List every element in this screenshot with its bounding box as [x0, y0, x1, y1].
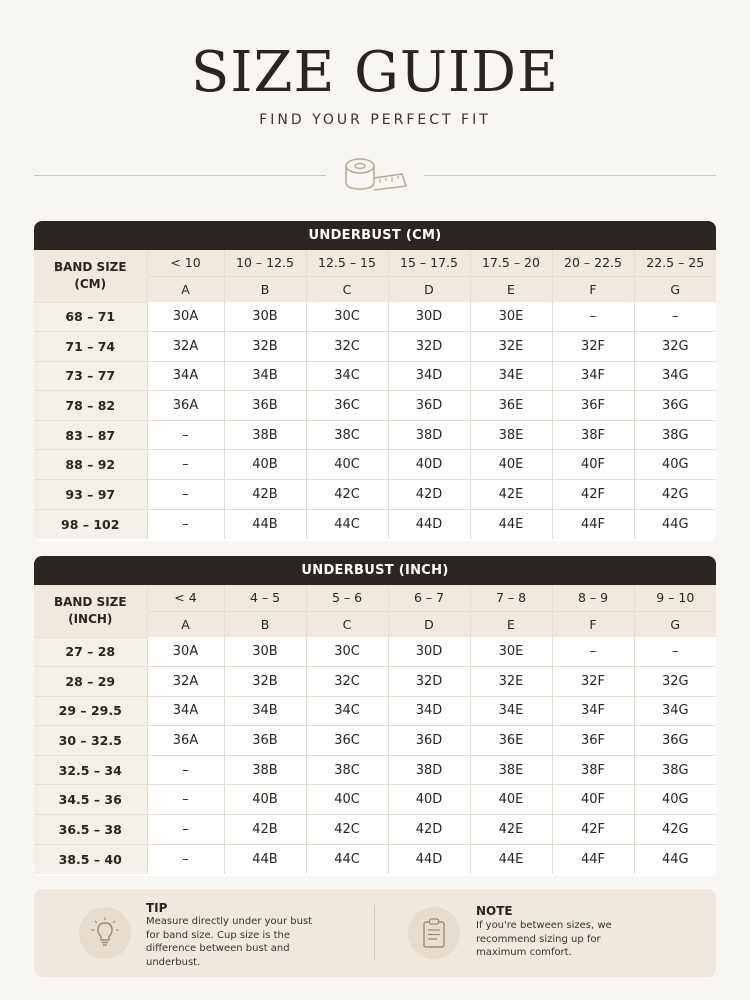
cup-cell: C — [306, 276, 388, 302]
band-size-cell: 29 – 29.5 — [34, 696, 147, 726]
lightbulb-icon — [79, 907, 131, 959]
size-cell: 44F — [552, 509, 634, 539]
size-cell: 40F — [552, 785, 634, 815]
range-cell: < 4 — [147, 585, 224, 611]
table-row — [34, 420, 716, 450]
range-cell: 17.5 – 20 — [470, 250, 552, 276]
info-box — [34, 889, 716, 977]
band-size-cell: 83 – 87 — [34, 420, 147, 450]
size-cell: – — [147, 785, 224, 815]
size-cell: 34C — [306, 696, 388, 726]
size-cell: 40D — [388, 785, 470, 815]
size-cell: 32F — [552, 332, 634, 362]
size-cell: 40C — [306, 450, 388, 480]
band-size-cell: 28 – 29 — [34, 667, 147, 697]
size-cell: 34E — [470, 696, 552, 726]
size-cell: 44D — [388, 509, 470, 539]
size-cell: 38G — [634, 755, 716, 785]
size-cell: 34D — [388, 696, 470, 726]
size-cell: 34E — [470, 361, 552, 391]
range-cell: 5 – 6 — [306, 585, 388, 611]
size-cell: 32B — [224, 332, 306, 362]
page-subtitle: FIND YOUR PERFECT FIT — [259, 112, 491, 128]
range-cell: 7 – 8 — [470, 585, 552, 611]
range-cell: < 10 — [147, 250, 224, 276]
size-cell: 36A — [147, 726, 224, 756]
size-cell: 30B — [224, 637, 306, 667]
size-cell: 32D — [388, 332, 470, 362]
band-size-label: BAND SIZE — [53, 259, 127, 274]
size-cell: 34C — [306, 361, 388, 391]
size-cell: 42D — [388, 815, 470, 845]
range-cell: 20 – 22.5 — [552, 250, 634, 276]
cup-cell: B — [224, 276, 306, 302]
size-cell: 32F — [552, 667, 634, 697]
size-cell: 32E — [470, 332, 552, 362]
size-cell: 30A — [147, 637, 224, 667]
range-cell: 6 – 7 — [388, 585, 470, 611]
range-cell: 9 – 10 — [634, 585, 716, 611]
range-cell: 4 – 5 — [224, 585, 306, 611]
size-cell: 42G — [634, 815, 716, 845]
size-cell: 32G — [634, 332, 716, 362]
size-cell: 36E — [470, 726, 552, 756]
size-cell: 34A — [147, 361, 224, 391]
size-cell: 38F — [552, 755, 634, 785]
cup-cell: G — [634, 276, 716, 302]
table-row — [34, 815, 716, 845]
measuring-tape-icon — [340, 152, 410, 196]
band-size-cell: 38.5 – 40 — [34, 844, 147, 874]
size-cell: 38D — [388, 755, 470, 785]
size-cell: 42C — [306, 815, 388, 845]
size-cell: 38B — [224, 420, 306, 450]
size-cell: 34F — [552, 696, 634, 726]
range-cell: 10 – 12.5 — [224, 250, 306, 276]
band-unit-label: (INCH) — [68, 611, 113, 626]
size-cell: 38E — [470, 755, 552, 785]
size-cell: 34F — [552, 361, 634, 391]
size-cell: 44F — [552, 844, 634, 874]
table-row — [34, 785, 716, 815]
cup-cell: C — [306, 611, 388, 637]
size-cell: 40C — [306, 785, 388, 815]
note-text: If you're between sizes, we recommend sizing up for maximum comfort. — [476, 920, 612, 958]
size-cell: 44C — [306, 509, 388, 539]
table-row — [34, 332, 716, 362]
size-cell: – — [147, 509, 224, 539]
size-cell: 34B — [224, 696, 306, 726]
size-cell: 44E — [470, 844, 552, 874]
band-size-cell: 78 – 82 — [34, 391, 147, 421]
table-row — [34, 480, 716, 510]
size-cell: 34A — [147, 696, 224, 726]
table-row — [34, 844, 716, 874]
range-cell: 8 – 9 — [552, 585, 634, 611]
size-cell: – — [552, 302, 634, 332]
table-row — [34, 667, 716, 697]
band-size-cell: 30 – 32.5 — [34, 726, 147, 756]
size-cell: – — [147, 420, 224, 450]
size-cell: 40D — [388, 450, 470, 480]
table-row — [34, 726, 716, 756]
size-cell: 38D — [388, 420, 470, 450]
cup-cell: A — [147, 276, 224, 302]
size-cell: 44C — [306, 844, 388, 874]
cm-table-title: UNDERBUST (CM) — [34, 221, 716, 250]
size-cell: 36B — [224, 726, 306, 756]
band-size-cell: 93 – 97 — [34, 480, 147, 510]
size-cell: – — [634, 302, 716, 332]
range-cell: 22.5 – 25 — [634, 250, 716, 276]
size-cell: 42F — [552, 815, 634, 845]
size-cell: 38C — [306, 420, 388, 450]
divider-right — [424, 175, 716, 176]
clipboard-icon — [408, 907, 460, 959]
divider-left — [34, 175, 326, 176]
size-cell: 36A — [147, 391, 224, 421]
size-cell: 36D — [388, 391, 470, 421]
band-size-header — [34, 250, 147, 302]
size-cell: 38F — [552, 420, 634, 450]
band-size-header — [34, 585, 147, 637]
size-cell: 44D — [388, 844, 470, 874]
cm-size-table — [34, 221, 716, 541]
band-size-cell: 27 – 28 — [34, 637, 147, 667]
cup-cell: B — [224, 611, 306, 637]
band-size-label: BAND SIZE — [53, 594, 127, 609]
size-cell: 30B — [224, 302, 306, 332]
range-cell: 12.5 – 15 — [306, 250, 388, 276]
size-cell: 40E — [470, 450, 552, 480]
band-size-cell: 73 – 77 — [34, 361, 147, 391]
band-size-cell: 88 – 92 — [34, 450, 147, 480]
size-cell: 44B — [224, 509, 306, 539]
size-cell: 34D — [388, 361, 470, 391]
size-cell: 36F — [552, 726, 634, 756]
band-unit-label: (CM) — [74, 276, 107, 291]
cup-cell: D — [388, 276, 470, 302]
table-row — [34, 755, 716, 785]
table-row — [34, 450, 716, 480]
size-cell: – — [634, 637, 716, 667]
size-cell: 40G — [634, 450, 716, 480]
table-row — [34, 302, 716, 332]
info-divider — [374, 905, 375, 961]
size-cell: 34B — [224, 361, 306, 391]
band-size-cell: 71 – 74 — [34, 332, 147, 362]
size-cell: 38C — [306, 755, 388, 785]
table-row — [34, 696, 716, 726]
size-cell: 36F — [552, 391, 634, 421]
size-cell: 30A — [147, 302, 224, 332]
table-row — [34, 391, 716, 421]
size-cell: 42G — [634, 480, 716, 510]
size-cell: 32C — [306, 667, 388, 697]
inch-size-table — [34, 556, 716, 876]
size-cell: – — [147, 755, 224, 785]
size-cell: 30D — [388, 637, 470, 667]
range-header-row — [34, 585, 716, 611]
note-title: NOTE — [476, 904, 513, 918]
size-cell: 30C — [306, 302, 388, 332]
band-size-cell: 98 – 102 — [34, 509, 147, 539]
size-cell: 42C — [306, 480, 388, 510]
size-cell: 36B — [224, 391, 306, 421]
table-row — [34, 509, 716, 539]
size-cell: 36G — [634, 726, 716, 756]
size-cell: 32E — [470, 667, 552, 697]
size-cell: 40F — [552, 450, 634, 480]
size-cell: 32D — [388, 667, 470, 697]
cup-cell: D — [388, 611, 470, 637]
size-cell: 38E — [470, 420, 552, 450]
cup-cell: G — [634, 611, 716, 637]
cup-cell: E — [470, 276, 552, 302]
band-size-cell: 36.5 – 38 — [34, 815, 147, 845]
page-title: SIZE GUIDE — [191, 40, 559, 105]
size-cell: 30D — [388, 302, 470, 332]
size-cell: 38B — [224, 755, 306, 785]
size-cell: 34G — [634, 361, 716, 391]
table-row — [34, 361, 716, 391]
size-cell: 30C — [306, 637, 388, 667]
cup-cell: F — [552, 611, 634, 637]
band-size-cell: 68 – 71 — [34, 302, 147, 332]
size-cell: 36G — [634, 391, 716, 421]
size-cell: 32G — [634, 667, 716, 697]
size-cell: 30E — [470, 637, 552, 667]
band-size-cell: 32.5 – 34 — [34, 755, 147, 785]
size-cell: 40B — [224, 785, 306, 815]
size-cell: – — [147, 844, 224, 874]
size-cell: 30E — [470, 302, 552, 332]
range-cell: 15 – 17.5 — [388, 250, 470, 276]
band-size-cell: 34.5 – 36 — [34, 785, 147, 815]
cup-cell: A — [147, 611, 224, 637]
size-cell: 36C — [306, 391, 388, 421]
table-row — [34, 637, 716, 667]
cup-cell: F — [552, 276, 634, 302]
inch-table-title: UNDERBUST (INCH) — [34, 556, 716, 585]
size-cell: 44B — [224, 844, 306, 874]
tip-title: TIP — [146, 901, 168, 915]
size-cell: 42D — [388, 480, 470, 510]
size-cell: – — [147, 480, 224, 510]
size-cell: 40B — [224, 450, 306, 480]
size-cell: 42B — [224, 815, 306, 845]
size-cell: 36E — [470, 391, 552, 421]
size-cell: 40E — [470, 785, 552, 815]
tip-text: Measure directly under your bust for band size. Cup size is the difference between bust and underbust. — [146, 916, 313, 968]
size-cell: 32A — [147, 667, 224, 697]
size-cell: – — [147, 450, 224, 480]
size-cell: 32A — [147, 332, 224, 362]
size-cell: 38G — [634, 420, 716, 450]
size-cell: 34G — [634, 696, 716, 726]
size-cell: – — [147, 815, 224, 845]
size-cell: 32B — [224, 667, 306, 697]
cup-cell: E — [470, 611, 552, 637]
size-cell: 42F — [552, 480, 634, 510]
size-cell: 40G — [634, 785, 716, 815]
size-cell: 44G — [661, 516, 689, 532]
size-cell: 44G — [661, 851, 689, 867]
size-cell: 36D — [388, 726, 470, 756]
size-cell: 36C — [306, 726, 388, 756]
size-cell: 42B — [224, 480, 306, 510]
range-header-row — [34, 250, 716, 276]
size-cell: 32C — [306, 332, 388, 362]
size-cell: – — [552, 637, 634, 667]
size-cell: 42E — [470, 815, 552, 845]
size-cell: 42E — [470, 480, 552, 510]
size-cell: 44E — [470, 509, 552, 539]
